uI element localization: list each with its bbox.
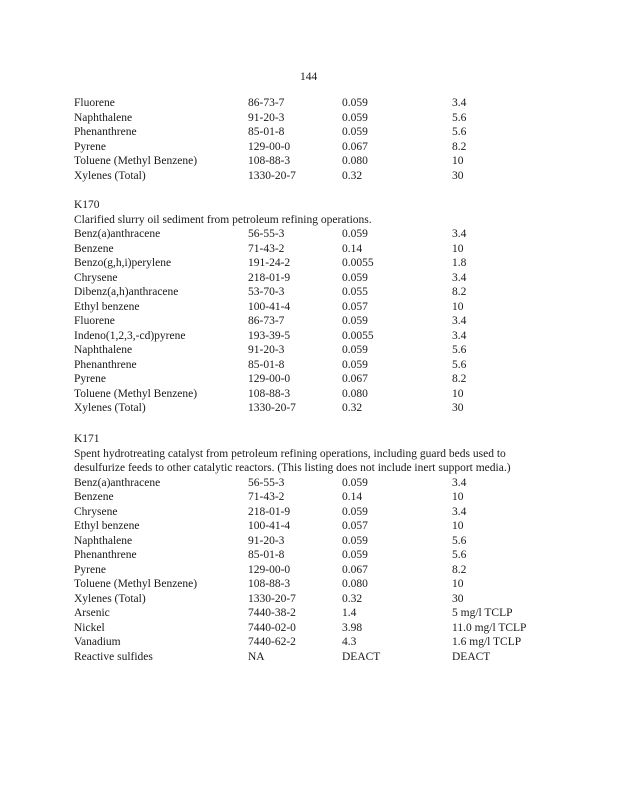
nonwastewater-standard: 10 — [452, 155, 464, 167]
constituent-name: Nickel — [74, 621, 105, 634]
wastewater-standard: 0.14 — [342, 491, 363, 503]
section-k170 — [74, 198, 554, 416]
constituent-name: Arsenic — [74, 607, 110, 619]
cas-number: 56-55-3 — [248, 476, 285, 489]
constituent-name: Ethyl benzene — [74, 300, 140, 313]
cas-number: 86-73-7 — [248, 315, 285, 327]
cas-number: 7440-02-0 — [248, 621, 296, 634]
section-k171 — [74, 432, 546, 664]
table-row — [74, 650, 546, 665]
nonwastewater-standard: DEACT — [452, 650, 491, 663]
wastewater-standard: 0.059 — [342, 534, 368, 547]
cas-number: 108-88-3 — [248, 155, 291, 167]
cas-number: 91-20-3 — [248, 344, 285, 356]
constituent-name: Benz(a)anthracene — [74, 476, 161, 489]
wastewater-standard: 0.067 — [342, 140, 368, 153]
cas-number: 100-41-4 — [248, 520, 291, 532]
nonwastewater-standard: 10 — [452, 242, 464, 255]
wastewater-standard: 0.080 — [342, 387, 368, 400]
nonwastewater-standard: 10 — [452, 300, 464, 313]
constituent-name: Pyrene — [74, 373, 106, 385]
cas-number: 56-55-3 — [248, 228, 285, 240]
cas-number: 1330-20-7 — [248, 592, 296, 605]
wastewater-standard: DEACT — [342, 650, 381, 663]
wastewater-standard: 0.32 — [342, 402, 363, 414]
table-row — [74, 563, 546, 578]
table-row — [74, 635, 546, 650]
cas-number: 100-41-4 — [248, 300, 291, 313]
cas-number: 218-01-9 — [248, 505, 291, 518]
nonwastewater-standard: 1.8 — [452, 257, 467, 269]
constituent-name: Naphthalene — [74, 534, 133, 547]
wastewater-standard: 0.059 — [342, 228, 368, 240]
table-row — [74, 227, 554, 242]
table-row — [74, 577, 546, 592]
cas-number: 193-39-5 — [248, 329, 291, 342]
table-row — [74, 358, 554, 373]
wastewater-standard: 1.4 — [342, 607, 357, 619]
constituent-name: Toluene (Methyl Benzene) — [74, 155, 198, 167]
constituent-name: Benzene — [74, 491, 114, 503]
table-row — [74, 242, 554, 257]
waste-description: Spent hydrotreating catalyst from petroleum refining operations, including guard beds used to desulfurize feeds to other catalytic reactors. (This listing does not include inert support media.) — [74, 447, 511, 474]
table-row — [74, 592, 546, 607]
nonwastewater-standard: 5.6 — [452, 534, 467, 547]
cas-number: 91-20-3 — [248, 111, 285, 124]
cas-number: 108-88-3 — [248, 578, 291, 590]
constituent-name: Benz(a)anthracene — [74, 228, 161, 240]
constituent-name: Toluene (Methyl Benzene) — [74, 387, 198, 400]
constituent-name: Phenanthrene — [74, 126, 137, 138]
nonwastewater-standard: 5.6 — [452, 126, 467, 138]
nonwastewater-standard: 10 — [452, 578, 464, 590]
wastewater-standard: 0.059 — [342, 344, 368, 356]
cas-number: 7440-62-2 — [248, 636, 296, 648]
table-row — [74, 387, 554, 402]
table-row — [74, 505, 546, 520]
table-row — [74, 548, 546, 563]
wastewater-standard: 0.059 — [342, 97, 368, 109]
cas-number: NA — [248, 650, 265, 663]
wastewater-standard: 0.14 — [342, 242, 363, 255]
cas-number: 71-43-2 — [248, 242, 285, 255]
wastewater-standard: 0.059 — [342, 315, 368, 327]
wastewater-standard: 4.3 — [342, 636, 357, 648]
cas-number: 85-01-8 — [248, 126, 285, 138]
constituent-name: Xylenes (Total) — [74, 592, 146, 605]
nonwastewater-standard: 10 — [452, 520, 464, 532]
wastewater-standard: 0.059 — [342, 505, 368, 518]
table-row — [74, 606, 546, 621]
cas-number: 85-01-8 — [248, 358, 285, 371]
constituent-name: Naphthalene — [74, 111, 133, 124]
nonwastewater-standard: 5 mg/l TCLP — [452, 607, 513, 619]
cas-number: 1330-20-7 — [248, 402, 296, 414]
table-row — [74, 343, 554, 358]
nonwastewater-standard: 5.6 — [452, 358, 467, 371]
table-row — [74, 300, 554, 315]
table-row — [74, 621, 546, 636]
table-row — [74, 96, 554, 111]
wastewater-standard: 0.057 — [342, 300, 368, 313]
nonwastewater-standard: 1.6 mg/l TCLP — [452, 636, 522, 648]
wastewater-standard: 0.059 — [342, 111, 368, 124]
wastewater-standard: 0.0055 — [342, 329, 374, 342]
constituent-name: Dibenz(a,h)anthracene — [74, 286, 179, 298]
waste-code: K171 — [74, 433, 100, 445]
section-continued — [74, 96, 554, 183]
table-row — [74, 401, 554, 416]
table-row — [74, 140, 554, 155]
table-row — [74, 169, 554, 184]
wastewater-standard: 0.059 — [342, 549, 368, 561]
wastewater-standard: 0.32 — [342, 592, 363, 605]
nonwastewater-standard: 5.6 — [452, 549, 467, 561]
cas-number: 129-00-0 — [248, 563, 291, 576]
table-row — [74, 111, 554, 126]
wastewater-standard: 0.080 — [342, 155, 368, 167]
nonwastewater-standard: 10 — [452, 387, 464, 400]
constituent-name: Chrysene — [74, 271, 118, 284]
wastewater-standard: 3.98 — [342, 621, 363, 634]
nonwastewater-standard: 8.2 — [452, 563, 467, 576]
wastewater-standard: 0.32 — [342, 169, 363, 182]
nonwastewater-standard: 5.6 — [452, 344, 467, 356]
table-row — [74, 490, 546, 505]
wastewater-standard: 0.067 — [342, 373, 368, 385]
cas-number: 91-20-3 — [248, 534, 285, 547]
cas-number: 129-00-0 — [248, 140, 291, 153]
wastewater-standard: 0.059 — [342, 271, 368, 284]
cas-number: 71-43-2 — [248, 491, 285, 503]
nonwastewater-standard: 30 — [452, 592, 464, 605]
constituent-name: Pyrene — [74, 563, 106, 576]
constituent-name: Xylenes (Total) — [74, 402, 146, 414]
nonwastewater-standard: 3.4 — [452, 329, 467, 342]
cas-number: 218-01-9 — [248, 271, 291, 284]
waste-description: Clarified slurry oil sediment from petroleum refining operations. — [74, 213, 372, 226]
nonwastewater-standard: 11.0 mg/l TCLP — [452, 621, 527, 634]
nonwastewater-standard: 30 — [452, 402, 464, 414]
wastewater-standard: 0.059 — [342, 476, 368, 489]
wastewater-standard: 0.057 — [342, 520, 368, 532]
constituent-name: Vanadium — [74, 636, 121, 648]
nonwastewater-standard: 8.2 — [452, 373, 467, 385]
constituent-name: Phenanthrene — [74, 549, 137, 561]
nonwastewater-standard: 3.4 — [452, 271, 467, 284]
wastewater-standard: 0.067 — [342, 563, 368, 576]
wastewater-standard: 0.059 — [342, 358, 368, 371]
page-number: 144 — [300, 71, 318, 83]
nonwastewater-standard: 3.4 — [452, 315, 467, 327]
nonwastewater-standard: 10 — [452, 491, 464, 503]
nonwastewater-standard: 5.6 — [452, 111, 467, 124]
table-row — [74, 372, 554, 387]
nonwastewater-standard: 3.4 — [452, 505, 467, 518]
table-row — [74, 329, 554, 344]
cas-number: 53-70-3 — [248, 286, 285, 298]
table-row — [74, 285, 554, 300]
constituent-name: Indeno(1,2,3,-cd)pyrene — [74, 329, 186, 342]
wastewater-standard: 0.080 — [342, 578, 368, 590]
constituent-name: Phenanthrene — [74, 358, 137, 371]
table-row — [74, 271, 554, 286]
table-row — [74, 154, 554, 169]
cas-number: 191-24-2 — [248, 257, 291, 269]
table-row — [74, 314, 554, 329]
table-row — [74, 476, 546, 491]
nonwastewater-standard: 30 — [452, 169, 464, 182]
table-row — [74, 519, 546, 534]
table-row — [74, 125, 554, 140]
nonwastewater-standard: 3.4 — [452, 476, 467, 489]
table-row — [74, 534, 546, 549]
cas-number: 108-88-3 — [248, 387, 291, 400]
constituent-name: Benzo(g,h,i)perylene — [74, 257, 172, 269]
constituent-name: Toluene (Methyl Benzene) — [74, 578, 198, 590]
wastewater-standard: 0.059 — [342, 126, 368, 138]
constituent-name: Xylenes (Total) — [74, 169, 146, 182]
constituent-name: Naphthalene — [74, 344, 133, 356]
nonwastewater-standard: 3.4 — [452, 97, 467, 109]
cas-number: 129-00-0 — [248, 373, 291, 385]
cas-number: 85-01-8 — [248, 549, 285, 561]
constituent-name: Chrysene — [74, 505, 118, 518]
constituent-name: Ethyl benzene — [74, 520, 140, 532]
constituent-name: Fluorene — [74, 315, 115, 327]
nonwastewater-standard: 3.4 — [452, 228, 467, 240]
cas-number: 7440-38-2 — [248, 607, 296, 619]
cas-number: 1330-20-7 — [248, 169, 296, 182]
constituent-name: Pyrene — [74, 140, 106, 153]
waste-code: K170 — [74, 199, 100, 211]
cas-number: 86-73-7 — [248, 97, 285, 109]
constituent-name: Benzene — [74, 242, 114, 255]
table-row — [74, 256, 554, 271]
nonwastewater-standard: 8.2 — [452, 140, 467, 153]
constituent-name: Reactive sulfides — [74, 650, 153, 663]
wastewater-standard: 0.0055 — [342, 257, 374, 269]
constituent-name: Fluorene — [74, 97, 115, 109]
wastewater-standard: 0.055 — [342, 286, 368, 298]
nonwastewater-standard: 8.2 — [452, 286, 467, 298]
